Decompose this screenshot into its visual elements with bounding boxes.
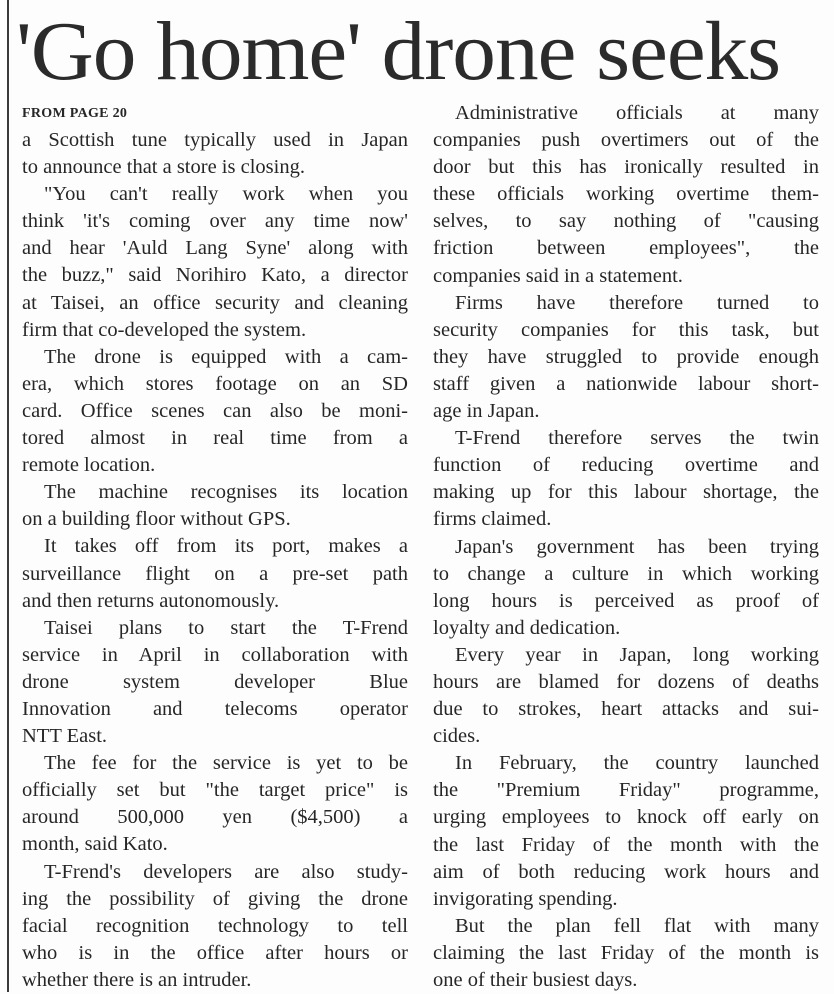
text-line: tored almost in real time from a: [22, 427, 408, 450]
paragraph: [433, 425, 819, 533]
text-line: to change a culture in which working: [433, 562, 819, 585]
text-line: age in Japan.: [433, 400, 540, 423]
text-line: hours are blamed for dozens of deaths: [433, 670, 819, 693]
column-rule: [7, 0, 9, 992]
text-line: drone system developer Blue: [22, 670, 408, 693]
text-line: and then returns autonomously.: [22, 589, 280, 612]
text-line: remote location.: [22, 454, 156, 477]
text-line: the last Friday of the month with the: [433, 833, 819, 856]
paragraph: [22, 479, 408, 533]
text-line: companies push overtimers out of the: [433, 129, 819, 152]
text-line: to announce that a store is closing.: [22, 156, 305, 179]
text-line: selves, to say nothing of "causing: [433, 210, 819, 233]
paragraph: [22, 533, 408, 614]
headline: 'Go home' drone seeks: [16, 5, 781, 98]
text-line: long hours is perceived as proof of: [433, 589, 819, 612]
text-line: Firms have therefore turned to: [455, 291, 819, 314]
text-line: function of reducing overtime and: [433, 454, 819, 477]
paragraph: [22, 859, 408, 994]
continued-from-label: FROM PAGE 20: [22, 106, 128, 121]
paragraph: [22, 750, 408, 858]
text-line: making up for this labour shortage, the: [433, 481, 819, 504]
paragraph: [22, 615, 408, 750]
text-line: The drone is equipped with a cam-: [44, 345, 408, 368]
text-line: on a building floor without GPS.: [22, 508, 291, 531]
text-line: the "Premium Friday" programme,: [433, 779, 819, 802]
article-column-right: [433, 100, 819, 994]
paragraph: [433, 750, 819, 913]
text-line: Administrative officials at many: [455, 102, 819, 124]
text-line: one of their busiest days.: [433, 969, 638, 991]
text-line: officially set but "the target price" is: [22, 779, 408, 802]
text-line: and hear 'Auld Lang Syne' along with: [22, 237, 408, 260]
text-line: surveillance flight on a pre-set path: [22, 562, 408, 585]
text-line: service in April in collaboration with: [22, 643, 408, 666]
text-line: invigorating spending.: [433, 887, 618, 910]
text-line: firm that co-developed the system.: [22, 318, 307, 341]
paragraph: [433, 290, 819, 425]
paragraph: [433, 100, 819, 290]
paragraph: [433, 642, 819, 750]
paragraph: [433, 913, 819, 994]
text-line: card. Office scenes can also be moni-: [22, 399, 408, 422]
text-line: "You can't really work when you: [44, 183, 408, 206]
text-line: who is in the office after hours or: [22, 941, 408, 964]
text-line: era, which stores footage on an SD: [22, 372, 408, 395]
paragraph: [22, 181, 408, 344]
text-line: urging employees to knock off early on: [433, 806, 819, 829]
text-line: In February, the country launched: [455, 752, 819, 775]
text-line: whether there is an intruder.: [22, 968, 252, 991]
text-line: companies said in a statement.: [433, 264, 683, 287]
text-line: think 'it's coming over any time now': [22, 210, 408, 233]
paragraph: [433, 534, 819, 642]
text-line: these officials working overtime them-: [433, 183, 819, 206]
text-line: around 500,000 yen ($4,500) a: [22, 806, 408, 829]
article-column-left: [22, 100, 408, 994]
paragraph: [22, 127, 408, 181]
text-line: friction between employees", the: [433, 237, 819, 260]
text-line: loyalty and dedication.: [433, 616, 621, 639]
text-line: a Scottish tune typically used in Japan: [22, 129, 408, 151]
text-line: at Taisei, an office security and cleaning: [22, 291, 408, 314]
text-line: It takes off from its port, makes a: [44, 535, 408, 558]
text-line: Innovation and telecoms operator: [22, 697, 408, 720]
text-line: NTT East.: [22, 725, 108, 748]
text-line: they have struggled to provide enough: [433, 345, 819, 368]
text-line: due to strokes, heart attacks and sui-: [433, 698, 819, 721]
text-line: T-Frend's developers are also study-: [44, 860, 408, 883]
text-line: facial recognition technology to tell: [22, 914, 408, 937]
text-line: But the plan fell flat with many: [455, 914, 819, 937]
text-line: security companies for this task, but: [433, 318, 819, 341]
text-line: staff given a nationwide labour short-: [433, 372, 819, 395]
paragraph: [22, 344, 408, 479]
text-line: month, said Kato.: [22, 833, 168, 856]
text-line: claiming the last Friday of the month is: [433, 941, 819, 964]
text-line: ing the possibility of giving the drone: [22, 887, 408, 910]
text-line: cides.: [433, 725, 481, 748]
text-line: door but this has ironically resulted in: [433, 156, 819, 179]
text-line: Japan's government has been trying: [455, 535, 819, 558]
text-line: the buzz," said Norihiro Kato, a director: [22, 264, 408, 287]
text-line: aim of both reducing work hours and: [433, 860, 819, 883]
text-line: Taisei plans to start the T-Frend: [44, 616, 408, 639]
text-line: The fee for the service is yet to be: [44, 752, 408, 775]
text-line: firms claimed.: [433, 508, 552, 531]
text-line: The machine recognises its location: [44, 481, 408, 504]
text-line: Every year in Japan, long working: [455, 643, 819, 666]
text-line: T-Frend therefore serves the twin: [455, 427, 819, 450]
